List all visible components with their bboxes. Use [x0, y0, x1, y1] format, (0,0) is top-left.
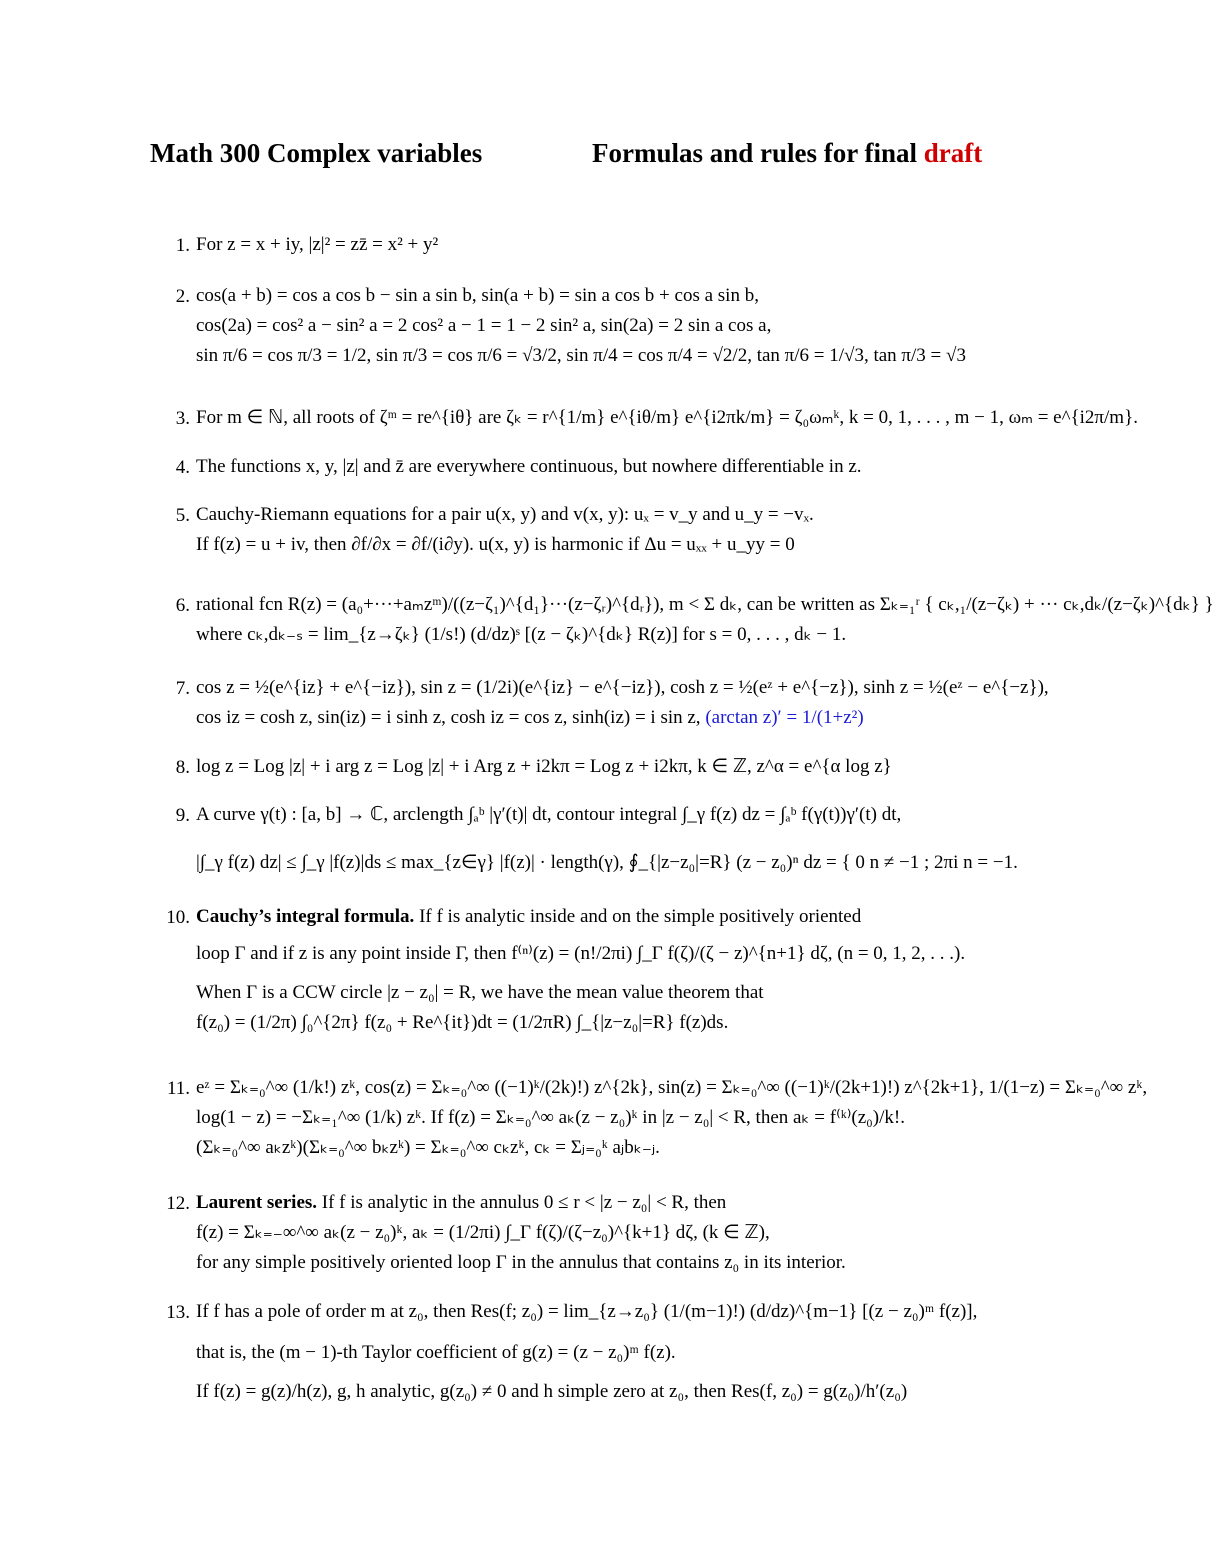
section-heading: Cauchy’s integral formula. — [196, 906, 415, 927]
title-course: Math 300 Complex variables — [150, 138, 483, 168]
item-body — [196, 505, 1066, 565]
formula-line: eᶻ = Σₖ₌₀^∞ (1/k!) zᵏ, cos(z) = Σₖ₌₀^∞ ((−1)ᵏ/(2k)!) z^{2k}, sin(z) = Σₖ₌₀^∞ ((−1)ᵏ/(2k+1)!) z^{2k+1}, 1/(1−z) = Σₖ₌₀^∞ zᵏ, — [196, 1077, 1148, 1098]
item-body — [196, 678, 1066, 738]
item-number: 8. — [175, 757, 190, 778]
formula-line: If f(z) = g(z)/h(z), g, h analytic, g(z₀) ≠ 0 and h simple zero at z₀, then Res(f, z₀) = g(z₀)/h′(z₀) — [196, 1381, 908, 1402]
item-number: 11. — [166, 1078, 190, 1099]
formula-line: log z = Log |z| + i arg z = Log |z| + i Arg z + i2kπ = Log z + i2kπ, k ∈ ℤ, z^α = e^{α log z} — [196, 756, 892, 777]
formula-line: Cauchy-Riemann equations for a pair u(x, y) and v(x, y): uₓ = v_y and u_y = −vₓ. — [196, 504, 814, 525]
formula-line: When Γ is a CCW circle |z − z₀| = R, we have the mean value theorem that — [196, 982, 764, 1003]
item-body — [196, 594, 1214, 655]
item-number: 12. — [166, 1193, 190, 1214]
formula-line: The functions x, y, |z| and z̄ are everywhere continuous, but nowhere differentiable in z. — [196, 456, 862, 477]
item-body — [196, 407, 1138, 438]
item-body — [196, 805, 1066, 883]
arctan-derivative: (arctan z)′ = 1/(1+z²) — [705, 707, 864, 728]
formula-line: Laurent series. If f is analytic in the annulus 0 ≤ r < |z − z₀| < R, then — [196, 1192, 727, 1213]
formula-line: for any simple positively oriented loop Γ in the annulus that contains z₀ in its interior. — [196, 1252, 846, 1273]
item-number: 5. — [175, 505, 190, 526]
item-number: 13. — [166, 1302, 190, 1323]
item-number: 2. — [175, 286, 190, 307]
item-number: 4. — [175, 457, 190, 478]
item-body — [196, 286, 1066, 376]
item-body — [196, 1302, 1066, 1412]
formula-line: rational fcn R(z) = (a₀+···+aₘzᵐ)/((z−ζ₁)^{d₁}···(z−ζᵣ)^{dᵣ}), m < Σ dₖ, can be written as Σₖ₌₁ʳ { cₖ,₁/(z−ζₖ) + ··· cₖ,dₖ/(z−ζₖ)^{dₖ} } — [196, 594, 1214, 615]
section-heading: Laurent series. — [196, 1192, 318, 1213]
title-subtitle: Formulas and rules for final draft — [592, 138, 983, 168]
formula-line: cos z = ½(e^{iz} + e^{−iz}), sin z = (1/2i)(e^{iz} − e^{−iz}), cosh z = ½(eᶻ + e^{−z}), sinh z = ½(eᶻ − e^{−z}), — [196, 677, 1049, 698]
formula-line: that is, the (m − 1)-th Taylor coefficient of g(z) = (z − z₀)ᵐ f(z). — [196, 1342, 676, 1363]
item-number: 10. — [166, 907, 190, 928]
formula-line: cos(2a) = cos² a − sin² a = 2 cos² a − 1 = 1 − 2 sin² a, sin(2a) = 2 sin a cos a, — [196, 315, 772, 336]
item-body — [196, 1077, 1148, 1168]
formula-line: A curve γ(t) : [a, b] → ℂ, arclength ∫ₐᵇ |γ′(t)| dt, contour integral ∫_γ f(z) dz = ∫ₐᵇ f(γ(t))γ′(t) dt, — [196, 804, 902, 825]
item-body — [196, 457, 1066, 487]
item-number: 1. — [175, 235, 190, 256]
formula-line: (Σₖ₌₀^∞ aₖzᵏ)(Σₖ₌₀^∞ bₖzᵏ) = Σₖ₌₀^∞ cₖzᵏ, cₖ = Σⱼ₌₀ᵏ aⱼbₖ₋ⱼ. — [196, 1137, 660, 1158]
page-title — [150, 138, 1050, 174]
formula-line: cos iz = cosh z, sin(iz) = i sinh z, cosh iz = cos z, sinh(iz) = i sin z, (arctan z)′ = 1/(1+z²) — [196, 707, 864, 728]
formula-line: If f(z) = u + iv, then ∂f/∂x = ∂f/(i∂y). u(x, y) is harmonic if Δu = uₓₓ + u_yy = 0 — [196, 534, 795, 555]
item-number: 9. — [175, 805, 190, 826]
item-body — [196, 1193, 1066, 1283]
item-body — [196, 757, 1066, 787]
formula-line: where cₖ,dₖ₋ₛ = lim_{z→ζₖ} (1/s!) (d/dz)ˢ [(z − ζₖ)^{dₖ} R(z)] for s = 0, . . . , dₖ − 1. — [196, 624, 847, 645]
formula-line: |∫_γ f(z) dz| ≤ ∫_γ |f(z)|ds ≤ max_{z∈γ} |f(z)| · length(γ), ∮_{|z−z₀|=R} (z − z₀)ⁿ dz = { 0 n ≠ −1 ; 2πi n = −1. — [196, 852, 1018, 873]
formula-line: Cauchy’s integral formula. If f is analytic inside and on the simple positively oriented — [196, 906, 862, 927]
item-body — [196, 907, 1066, 1043]
formula-line: sin π/6 = cos π/3 = 1/2, sin π/3 = cos π/6 = √3/2, sin π/4 = cos π/4 = √2/2, tan π/6 = 1/√3, tan π/3 = √3 — [196, 345, 966, 366]
formula-line: loop Γ and if z is any point inside Γ, then f⁽ⁿ⁾(z) = (n!/2πi) ∫_Γ f(ζ)/(ζ − z)^{n+1} dζ, (n = 0, 1, 2, . . .). — [196, 943, 966, 964]
formula-line: f(z) = Σₖ₌₋∞^∞ aₖ(z − z₀)ᵏ, aₖ = (1/2πi) ∫_Γ f(ζ)/(ζ−z₀)^{k+1} dζ, (k ∈ ℤ), — [196, 1222, 770, 1243]
item-number: 3. — [175, 408, 190, 429]
item-number: 6. — [175, 595, 190, 616]
formula-line: cos(a + b) = cos a cos b − sin a sin b, sin(a + b) = sin a cos b + cos a sin b, — [196, 285, 759, 306]
formula-line: For z = x + iy, |z|² = zz̄ = x² + y² — [196, 234, 439, 255]
item-number: 7. — [175, 678, 190, 699]
formula-line: If f has a pole of order m at z₀, then Res(f; z₀) = lim_{z→z₀} (1/(m−1)!) (d/dz)^{m−1} [(z − z₀)ᵐ f(z)], — [196, 1301, 978, 1322]
draft-label: draft — [923, 138, 983, 168]
formula-line: f(z₀) = (1/2π) ∫₀^{2π} f(z₀ + Re^{it})dt = (1/2πR) ∫_{|z−z₀|=R} f(z)ds. — [196, 1012, 729, 1033]
formula-line: log(1 − z) = −Σₖ₌₁^∞ (1/k) zᵏ. If f(z) = Σₖ₌₀^∞ aₖ(z − z₀)ᵏ in |z − z₀| < R, then aₖ = f⁽ᵏ⁾(z₀)/k!. — [196, 1107, 905, 1128]
formula-line: For m ∈ ℕ, all roots of ζᵐ = re^{iθ} are ζₖ = r^{1/m} e^{iθ/m} e^{i2πk/m} = ζ₀ωₘᵏ, k = 0, 1, . . . , m − 1, ωₘ = e^{i2π/m}. — [196, 407, 1138, 428]
item-body — [196, 235, 1066, 265]
